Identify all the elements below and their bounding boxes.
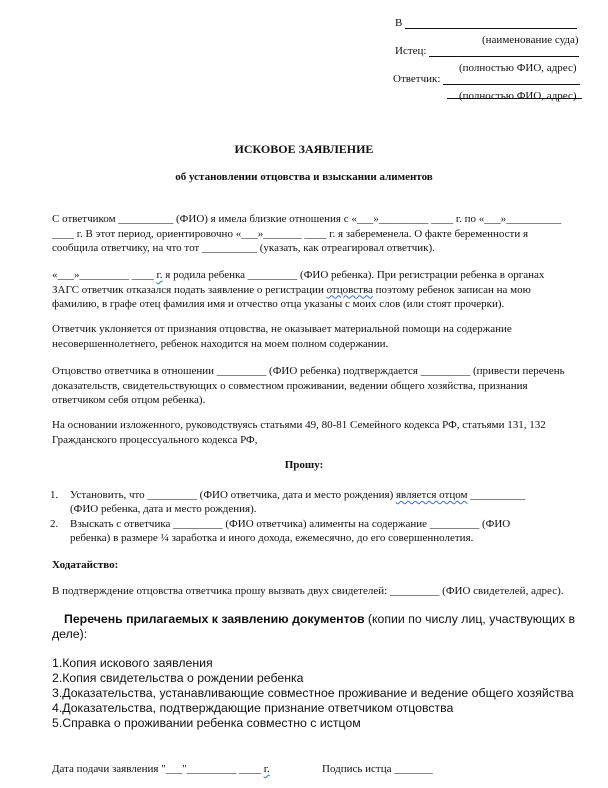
attachment-item: 2.Копия свидетельства о рождении ребенка bbox=[52, 671, 304, 685]
signature-field[interactable]: _______ bbox=[394, 763, 433, 775]
attachment-item: 1.Копия искового заявления bbox=[52, 656, 213, 670]
court-prefix: В bbox=[395, 17, 403, 29]
plaintiff-field[interactable] bbox=[429, 45, 579, 57]
request-2-number: 2. bbox=[50, 518, 59, 530]
attachments-note-2: деле): bbox=[52, 627, 88, 641]
attachment-item: 5.Справка о проживании ребенка совместно с истцом bbox=[52, 716, 361, 730]
plaintiff-hint: (полностью ФИО, адрес) bbox=[459, 62, 577, 74]
signature-label: Подпись истца bbox=[322, 763, 392, 775]
paragraph-evidence: Отцовство ответчика в отношении _________ (ФИО ребенка) подтверждается _________ (привести перечень доказательств, свидетельствующих о совместном проживании, ведении общего хозяйства, признания ответчиком себя отцом ребенка). bbox=[52, 365, 565, 406]
defendant-label: Ответчик: bbox=[393, 73, 441, 85]
defendant-field[interactable] bbox=[443, 73, 580, 85]
attachment-item: 4.Доказательства, подтверждающие признание ответчиком отцовства bbox=[52, 701, 454, 715]
petition-heading: Ходатайство: bbox=[52, 559, 119, 571]
attachments-list bbox=[52, 656, 574, 731]
attachment-item: 3.Доказательства, устанавливающие совместное проживание и ведение общего хозяйства bbox=[52, 686, 574, 700]
court-name-field[interactable] bbox=[405, 17, 577, 29]
paragraph-relationship: С ответчиком __________ (ФИО) я имела близкие отношения с «___»_________ ____ г. по «___»__________ ____ г. В этот период, ориентировочно «___»_______ ____ г. я забеременела. О факте беременности я сообщила ответчику, на что тот __________ (указать, как отреагировал ответчик). bbox=[52, 213, 562, 254]
paragraph-legal-basis: На основании изложенного, руководствуясь статьями 49, 80-81 Семейного кодекса РФ, статьями 131, 132 Гражданского процессуального кодекса РФ, bbox=[52, 419, 546, 446]
request-2: Взыскать с ответчика _________ (ФИО ответчика) алименты на содержание _________ (ФИО ребенка) в размере ¼ заработка и иного дохода, ежемесячно, до его совершеннолетия. bbox=[70, 518, 511, 544]
attachments-heading: Перечень прилагаемых к заявлению документов bbox=[64, 612, 365, 626]
attachments-heading-block bbox=[64, 612, 588, 627]
attachments-note: (копии по числу лиц, участвующих в bbox=[364, 612, 576, 626]
request-1: Установить, что _________ (ФИО ответчика, дата и место рождения) является отцом __________ (ФИО ребенка, дата и место рождения). bbox=[70, 489, 526, 515]
defendant-hint: (полностью ФИО, адрес) bbox=[459, 90, 577, 102]
request-1-number: 1. bbox=[50, 489, 59, 501]
document-title: ИСКОВОЕ ЗАЯВЛЕНИЕ bbox=[234, 142, 374, 156]
document-subtitle: об установлении отцовства и взыскании алиментов bbox=[175, 171, 433, 183]
court-hint: (наименование суда) bbox=[482, 34, 579, 46]
filing-date: Дата подачи заявления "___"_________ ____ г. bbox=[52, 763, 270, 775]
paragraph-birth: «___»_________ ____ г. я родила ребенка _________ (ФИО ребенка). При регистрации ребенка в органах ЗАГС ответчик отказался подать заявление о регистрации отцовства поэтому ребенок записан на мою фамилию, в графе отец фамилия имя и отчество отца указаны с моих слов (или стоят прочерки). bbox=[52, 269, 545, 310]
request-heading: Прошу: bbox=[284, 459, 324, 471]
signature bbox=[322, 763, 433, 775]
plaintiff-label: Истец: bbox=[395, 45, 427, 57]
paragraph-evasion: Ответчик уклоняется от признания отцовства, не оказывает материальной помощи на содержание несовершеннолетнего, ребенок находится на моем полном содержании. bbox=[52, 323, 512, 350]
petition-text: В подтверждение отцовства ответчика прошу вызвать двух свидетелей: _________ (ФИО свидетелей, адрес). bbox=[52, 585, 564, 597]
